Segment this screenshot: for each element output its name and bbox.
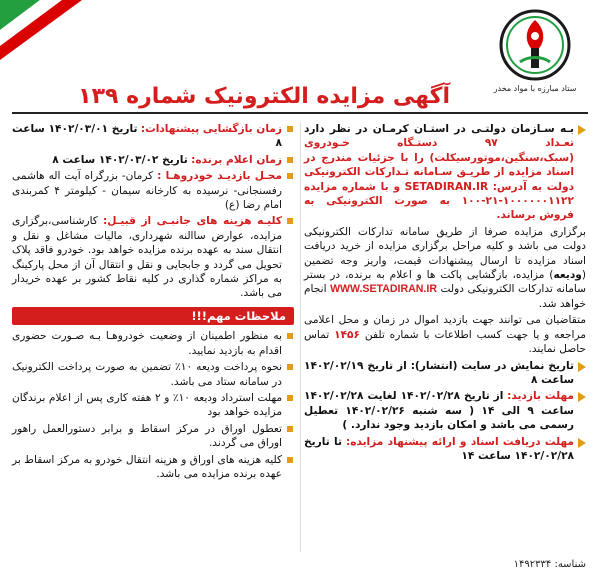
publish-date: تاریخ نمایش در سایت (انتشار): از تاریخ ۱۴۰۲/۰۲/۱۹ ساعت ۸ (304, 359, 574, 386)
bullet-icon (287, 126, 293, 132)
visit-text: متقاضیان می توانند جهت بازدید اموال در زمان و محل اعلامی مراجعه و یا جهت کسب اطلاعات با شماره تلفن (304, 314, 586, 341)
visit-paragraph (304, 313, 586, 356)
intro-block (304, 122, 586, 223)
bullet-icon (287, 218, 293, 224)
publish-date-item (304, 359, 586, 388)
note-item (12, 422, 294, 451)
note-item (12, 360, 294, 389)
logo-caption: ستاد مبارزه با مواد مخدر (493, 84, 577, 93)
intro-text-1: بـه سـازمان دولتـی در استـان کرمـان در نظر دارد (304, 123, 574, 135)
bullet-icon (578, 125, 586, 135)
bullet-icon (578, 392, 586, 402)
costs-text: کارشناسی،برگزاری مزایده، عوارض ساالنه شهرداری، مالیات مشاغل و نقل و انتقال سند به عهده برنده مزایده خواهد بود. خودرو فاقد پلاک تحویل می گردد و جابجایی و نقل و انتقال آن از محل پارکینگ به مراکز شماره گذاری در کلیه نقاط کشور بر عهده خریدار می باشد. (12, 215, 282, 300)
note-text: مهلت استرداد ودیعه ۱۰٪ و ۲ هفته کاری پس از اعلام برندگان مزایده خواهد بود (12, 391, 282, 419)
visit-text-2: تماس حاصل نمایند. (304, 328, 586, 356)
note-item (12, 453, 294, 482)
left-column (12, 122, 294, 483)
right-column (304, 122, 586, 465)
note-text: کلیه هزینه های اوراق و هزینه انتقال خودرو به مرکز اسقاط بر عهده برنده مزایده می باشد. (12, 453, 282, 480)
costs-item (12, 214, 294, 300)
bullet-icon (578, 362, 586, 372)
column-divider (300, 122, 301, 552)
bullet-icon (287, 364, 293, 370)
bid-deadline-label: مهلت دریافت اسناد و ارائه پیشنهاد مزایده: (345, 435, 574, 448)
costs-label: کلیـه هزینه های جانبـی از قبیـل: (103, 215, 282, 228)
location-item (12, 169, 294, 212)
bullet-icon (287, 426, 293, 432)
emblem-icon (498, 8, 572, 82)
opening-time-label: زمان بازگشایی پیشنهادات: (140, 123, 282, 135)
notes-heading: ملاحظات مهم!!! (12, 307, 294, 325)
ad-code: شناسه: ۱۴۹۲۳۳۴ (513, 559, 586, 570)
bid-deadline-item (304, 435, 586, 464)
location-label: محـل بازدیـد خودروهـا : (157, 170, 282, 183)
process-paragraph (304, 225, 586, 311)
note-text: تعطول اوراق در مرکز اسقاط و برابر دستورالعمل راهور اوراق می گردند. (12, 422, 282, 450)
winner-time-label: زمان اعلام برنده: (191, 153, 282, 166)
bullet-icon (287, 333, 293, 339)
process-text-2: ) مزایده، بازگشایی پاکت ها و اعلام به برنده، در بستر سامانه تدارکات الکترونیکی دولت (304, 269, 586, 296)
visit-deadline-text: از تاریخ ۱۴۰۲/۰۲/۲۸ لغایت ۱۴۰۲/۰۲/۲۸ ساعت ۹ الی ۱۴ ( سه شنبه ۱۴۰۲/۰۲/۲۶ تعطیل رسمی می باشد و امکان بازدید وجود ندارد. ) (304, 390, 574, 432)
note-text: به منظور اطمینان از وضعیت خودروهـا بـه صـورت حضوری اقدام به بازدید نمایید. (12, 330, 282, 357)
flag-icon (0, 0, 82, 60)
bullet-icon (287, 395, 293, 401)
opening-time-text: تاریخ ۱۴۰۲/۰۳/۰۱ ساعت ۸ (12, 123, 282, 150)
phone-number: ۱۴۵۶ (334, 328, 360, 341)
bullet-icon (287, 157, 293, 163)
process-text-3: انجام خواهد شد. (304, 283, 586, 310)
title-divider (12, 112, 588, 114)
intro-text-3: و با شماره مزایده ۱۰۰۰۰۰۰۱۱۲۲-۲۱-۱۰۰ به صورت الکترونیکی به فروش برساند. (304, 180, 574, 222)
note-text: نحوه پرداخت ودیعه ۱۰٪ تضمین به صورت پرداخت الکترونیک در سامانه ستاد می باشد. (12, 361, 283, 388)
organization-logo (476, 8, 594, 108)
visit-deadline-item (304, 389, 586, 432)
winner-time-item (12, 153, 294, 167)
note-item (12, 329, 294, 358)
intro-text-2: تعـداد ۹۷ دستـگاه خـودروی (سبک،سنگین،موتورسیکلت) را با جزئیات مندرج در اسناد مزایده از طریـق سـامانه تـدارکات الکترونیکی دولت به آدرس: (304, 137, 575, 193)
deposit-term: ودیعه (553, 269, 582, 282)
opening-time-item (12, 122, 294, 151)
process-text: برگزاری مزایده صرفا از طریق سامانه تدارکات الکترونیکی دولت می باشد و کلیه مراحل برگزاری مزایده از خرید دریافت اسناد مزایده تا ارسال پیشنهادات قیمت، واریز وجه تضمین ( (304, 225, 586, 282)
page-title: آگهی مزایده الکترونیک شماره ۱۳۹ (78, 84, 450, 109)
location-text: کرمان- بزرگراه آیت اله هاشمی رفسنجانی- نرسیده به کارخانه سیمان - کیلومتر ۴ کمربندی امام رضا (ع) (12, 170, 282, 212)
bullet-icon (578, 438, 586, 448)
bid-deadline-text: تا تاریخ ۱۴۰۲/۰۲/۲۸ ساعت ۱۴ (304, 435, 574, 462)
website-link-2[interactable]: WWW.SETADIRAN.IR (330, 283, 437, 296)
visit-deadline-label: مهلت بازدید: (507, 390, 574, 403)
note-item (12, 391, 294, 420)
bullet-icon (287, 457, 293, 463)
bullet-icon (287, 173, 293, 179)
website-link-1[interactable]: SETADIRAN.IR (404, 180, 489, 193)
winner-time-text: تاریخ ۱۴۰۲/۰۳/۰۲ ساعت ۸ (52, 153, 188, 166)
